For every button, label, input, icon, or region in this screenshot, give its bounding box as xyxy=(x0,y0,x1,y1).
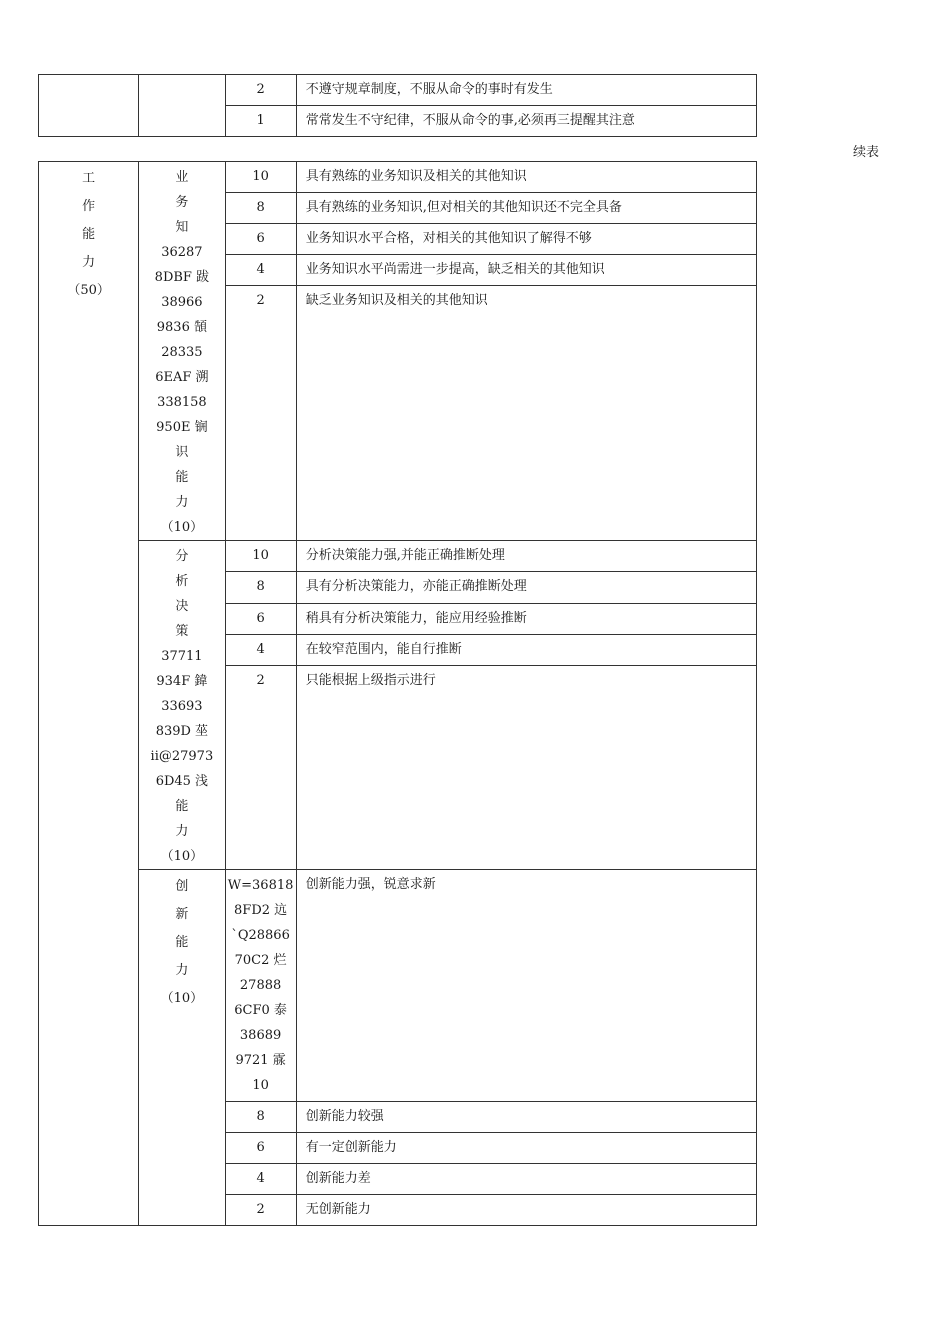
item-label-line: 6EAF 溯 xyxy=(155,370,209,385)
category-label-line: （50） xyxy=(67,283,110,298)
item-label-line: （10） xyxy=(160,520,204,535)
description-cell: 缺乏业务知识及相关的其他知识 xyxy=(296,286,756,541)
score-cell: 2 xyxy=(225,286,296,541)
score-cell: 2 xyxy=(225,1195,296,1226)
item-cell-innovation xyxy=(139,870,225,1226)
score-line: 6CF0 泰 xyxy=(234,1003,287,1018)
item-label-line: 新 xyxy=(175,907,189,922)
item-label-line: 务 xyxy=(175,195,189,210)
score-cell: 4 xyxy=(225,634,296,665)
score-cell: 8 xyxy=(225,1102,296,1133)
score-line: 38689 xyxy=(239,1028,282,1043)
item-label-line: 分 xyxy=(175,549,189,564)
score-cell: 4 xyxy=(225,255,296,286)
item-label-line: 38966 xyxy=(161,295,203,310)
item-label-line: 8DBF 跋 xyxy=(154,270,210,285)
description-cell: 具有熟练的业务知识及相关的其他知识 xyxy=(296,162,756,193)
score-line: 27888 xyxy=(239,978,282,993)
item-label-line: 能 xyxy=(175,935,189,950)
item-label-line: 力 xyxy=(175,824,189,839)
score-cell: 10 xyxy=(225,541,296,572)
score-cell: 6 xyxy=(225,603,296,634)
item-cell-business-knowledge xyxy=(139,162,225,541)
score-cell-multiline xyxy=(225,870,296,1102)
description-cell: 业务知识水平尚需进一步提高，缺乏相关的其他知识 xyxy=(296,255,756,286)
item-label-line: 力 xyxy=(175,495,189,510)
item-label-line: 6D45 浅 xyxy=(155,774,209,789)
empty-category-cell xyxy=(39,75,139,137)
score-cell: 1 xyxy=(225,106,296,137)
description-cell: 只能根据上级指示进行 xyxy=(296,666,756,870)
description-cell: 有一定创新能力 xyxy=(296,1133,756,1164)
item-label-line: 33693 xyxy=(161,699,203,714)
description-cell: 具有熟练的业务知识,但对相关的其他知识还不完全具备 xyxy=(296,193,756,224)
item-label-line: 力 xyxy=(175,963,189,978)
description-cell: 创新能力差 xyxy=(296,1164,756,1195)
item-label-line: 策 xyxy=(175,624,189,639)
category-label-line: 作 xyxy=(82,199,96,214)
score-cell: 6 xyxy=(225,1133,296,1164)
item-label-line: 识 xyxy=(175,445,189,460)
score-line: 10 xyxy=(252,1078,269,1093)
item-label-line: 338158 xyxy=(157,395,207,410)
item-label-line: 28335 xyxy=(161,345,203,360)
item-label-line: 决 xyxy=(175,599,189,614)
description-cell: 不遵守规章制度，不服从命令的事时有发生 xyxy=(296,75,756,106)
score-line: `Q28866 xyxy=(231,928,290,943)
score-line: 9721 霡 xyxy=(235,1053,286,1068)
item-label-line: 36287 xyxy=(161,245,203,260)
score-cell: 6 xyxy=(225,224,296,255)
score-cell: 4 xyxy=(225,1164,296,1195)
item-label-line: 839D 莝 xyxy=(155,724,209,739)
score-cell: 8 xyxy=(225,572,296,603)
description-cell: 业务知识水平合格，对相关的其他知识了解得不够 xyxy=(296,224,756,255)
category-label-line: 能 xyxy=(82,227,96,242)
continued-table-label: 续表 xyxy=(853,145,880,160)
item-label-line: （10） xyxy=(160,991,204,1006)
item-label-line: 业 xyxy=(175,170,189,185)
description-cell: 分析决策能力强,并能正确推断处理 xyxy=(296,541,756,572)
score-line: 70C2 烂 xyxy=(234,953,287,968)
score-cell: 2 xyxy=(225,75,296,106)
description-cell: 创新能力较强 xyxy=(296,1102,756,1133)
score-cell: 8 xyxy=(225,193,296,224)
category-cell-work-ability xyxy=(39,162,139,1226)
score-cell: 10 xyxy=(225,162,296,193)
description-cell: 稍具有分析决策能力，能应用经验推断 xyxy=(296,603,756,634)
top-continuation-table xyxy=(38,74,757,137)
category-label-line: 工 xyxy=(82,171,96,186)
empty-item-cell xyxy=(139,75,225,137)
score-line: W=36818 xyxy=(227,878,294,893)
item-label-line: 能 xyxy=(175,799,189,814)
category-label-line: 力 xyxy=(82,255,96,270)
description-cell: 常常发生不守纪律，不服从命令的事,必须再三提醒其注意 xyxy=(296,106,756,137)
item-label-line: 知 xyxy=(175,220,189,235)
item-label-line: 9836 頶 xyxy=(156,320,207,335)
score-cell: 2 xyxy=(225,666,296,870)
item-label-line: ii@27973 xyxy=(150,749,214,764)
item-label-line: （10） xyxy=(160,849,204,864)
item-label-line: 析 xyxy=(175,574,189,589)
item-cell-analysis-decision xyxy=(139,541,225,870)
item-label-line: 创 xyxy=(175,879,189,894)
evaluation-table xyxy=(38,161,757,1226)
item-label-line: 934F 鍏 xyxy=(156,674,208,689)
description-cell: 无创新能力 xyxy=(296,1195,756,1226)
description-cell: 创新能力强，锐意求新 xyxy=(296,870,756,1102)
item-label-line: 950E 锎 xyxy=(156,420,208,435)
item-label-line: 37711 xyxy=(161,649,203,664)
description-cell: 在较窄范围内，能自行推断 xyxy=(296,634,756,665)
score-line: 8FD2 迒 xyxy=(234,903,288,918)
item-label-line: 能 xyxy=(175,470,189,485)
description-cell: 具有分析决策能力，亦能正确推断处理 xyxy=(296,572,756,603)
